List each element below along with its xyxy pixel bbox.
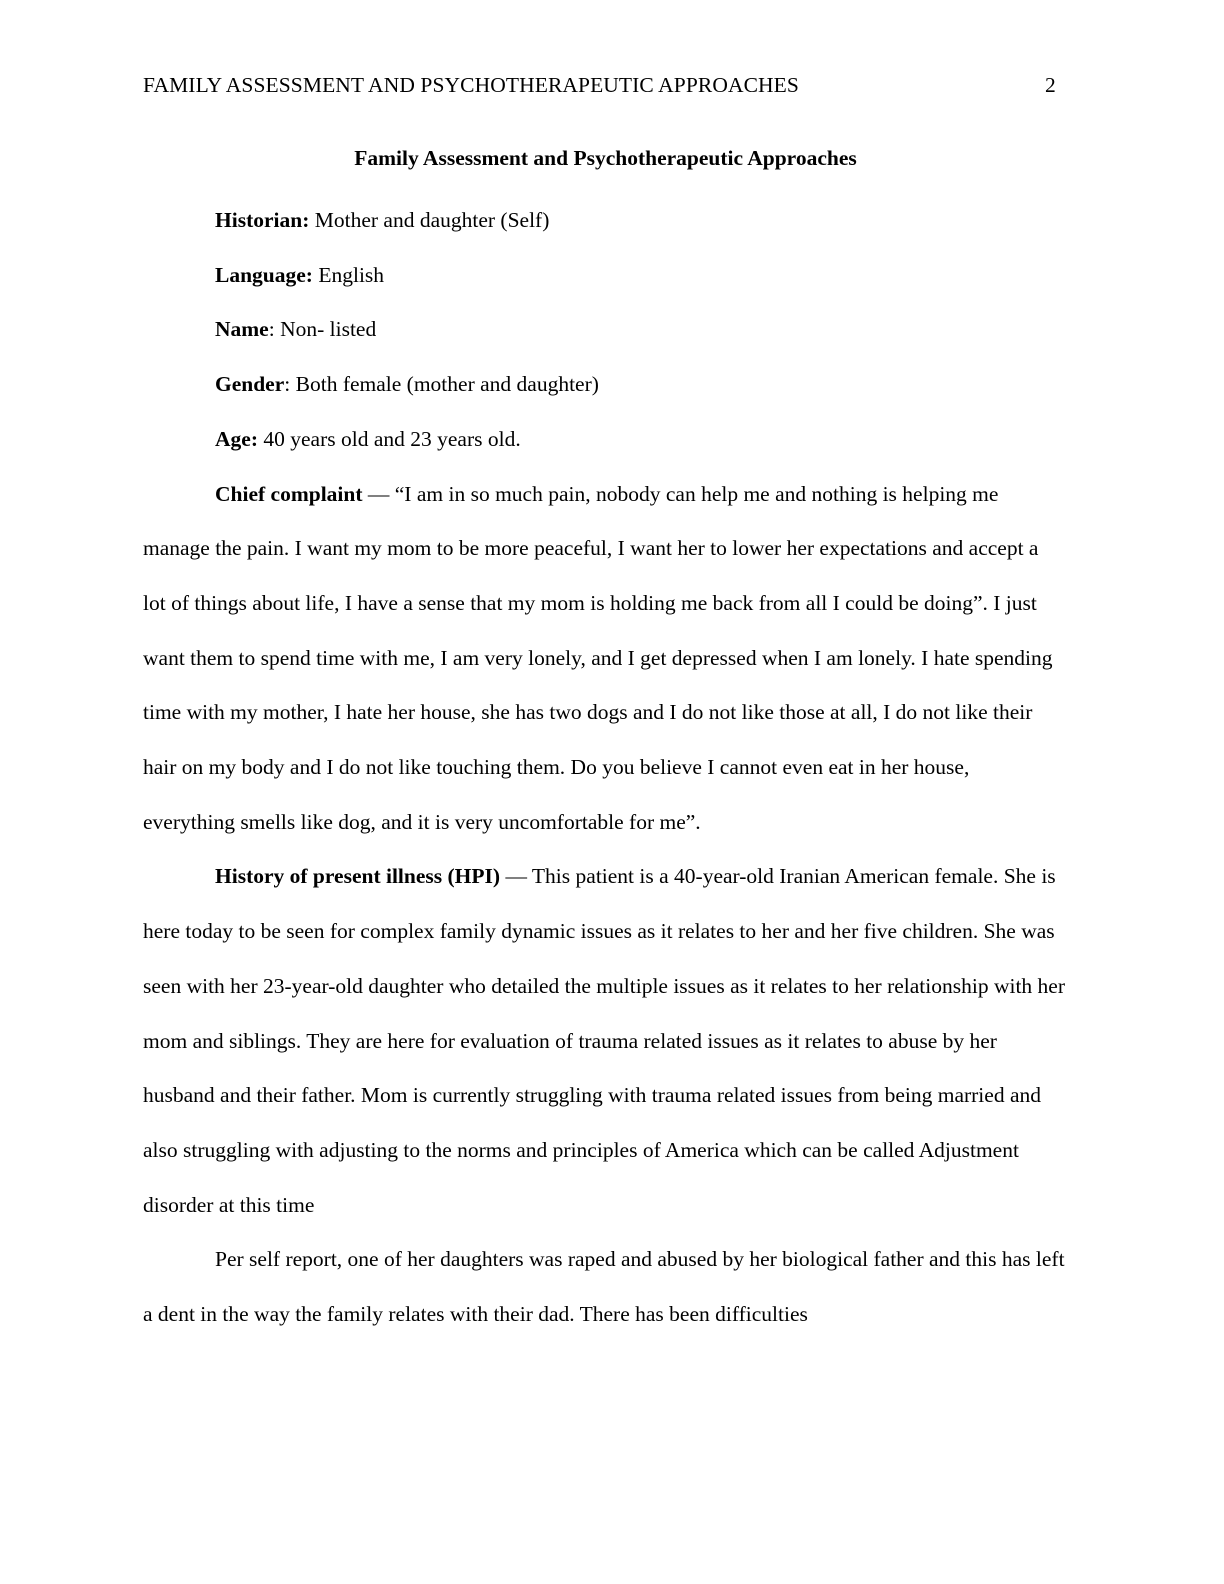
paragraph-hpi: [143, 849, 1065, 1232]
field-value: English: [312, 262, 385, 287]
field-gender: [143, 357, 1065, 412]
paragraph-self-report: [143, 1232, 1065, 1341]
field-value: : Non- listed: [268, 317, 377, 342]
paragraph-text: — This patient is a 40-year-old Iranian American female. She is here today to be seen for complex family dynamic issues as it relates to her and her five children. She was seen with her 23-year-old daughter who detailed the multiple issues as it relates to her relationship with her mom and siblings. They are here for evaluation of trauma related issues as it relates to abuse by her husband and their father. Mom is currently struggling with trauma related issues from being married and also struggling with adjusting to the norms and principles of America which can be called Adjustment disorder at this time: [143, 864, 1066, 1217]
field-value: Mother and daughter (Self): [309, 208, 550, 232]
field-label: Language:: [215, 262, 313, 287]
field-label: Age:: [215, 426, 258, 451]
paragraph-label: Chief complaint: [215, 481, 363, 506]
document-body: [143, 193, 1065, 1342]
paragraph-text: — “I am in so much pain, nobody can help me and nothing is helping me manage the pain. I want my mom to be more peaceful, I want her to lower her expectations and accept a lot of things about life, I have a sense that my mom is holding me back from all I could be doing”. I just want them to spend time with me, I am very lonely, and I get depressed when I am lonely. I hate spending time with my mother, I hate her house, she has two dogs and I do not like those at all, I do not like their hair on my body and I do not like touching them. Do you believe I cannot even eat in her house, everything smells like dog, and it is very uncomfortable for me”.: [143, 481, 1053, 834]
paragraph-text: Per self report, one of her daughters was raped and abused by her biological father and this has left a dent in the way the family relates with their dad. There has been difficulties: [143, 1247, 1065, 1327]
document-title: Family Assessment and Psychotherapeutic Approaches: [354, 146, 857, 170]
field-value: 40 years old and 23 years old.: [257, 426, 521, 451]
paragraph-chief-complaint: [143, 467, 1065, 850]
field-value: : Both female (mother and daughter): [284, 372, 599, 397]
field-label: Name: [215, 317, 269, 342]
paragraph-label: History of present illness (HPI): [215, 864, 501, 889]
field-age: [143, 412, 1065, 467]
field-language: [143, 248, 1065, 303]
field-label: Historian:: [215, 208, 310, 232]
running-head: FAMILY ASSESSMENT AND PSYCHOTHERAPEUTIC APPROACHES: [143, 73, 799, 97]
field-name: [143, 302, 1065, 357]
field-historian: [143, 193, 1065, 248]
page-number: 2: [1045, 73, 1056, 97]
field-label: Gender: [215, 372, 285, 397]
